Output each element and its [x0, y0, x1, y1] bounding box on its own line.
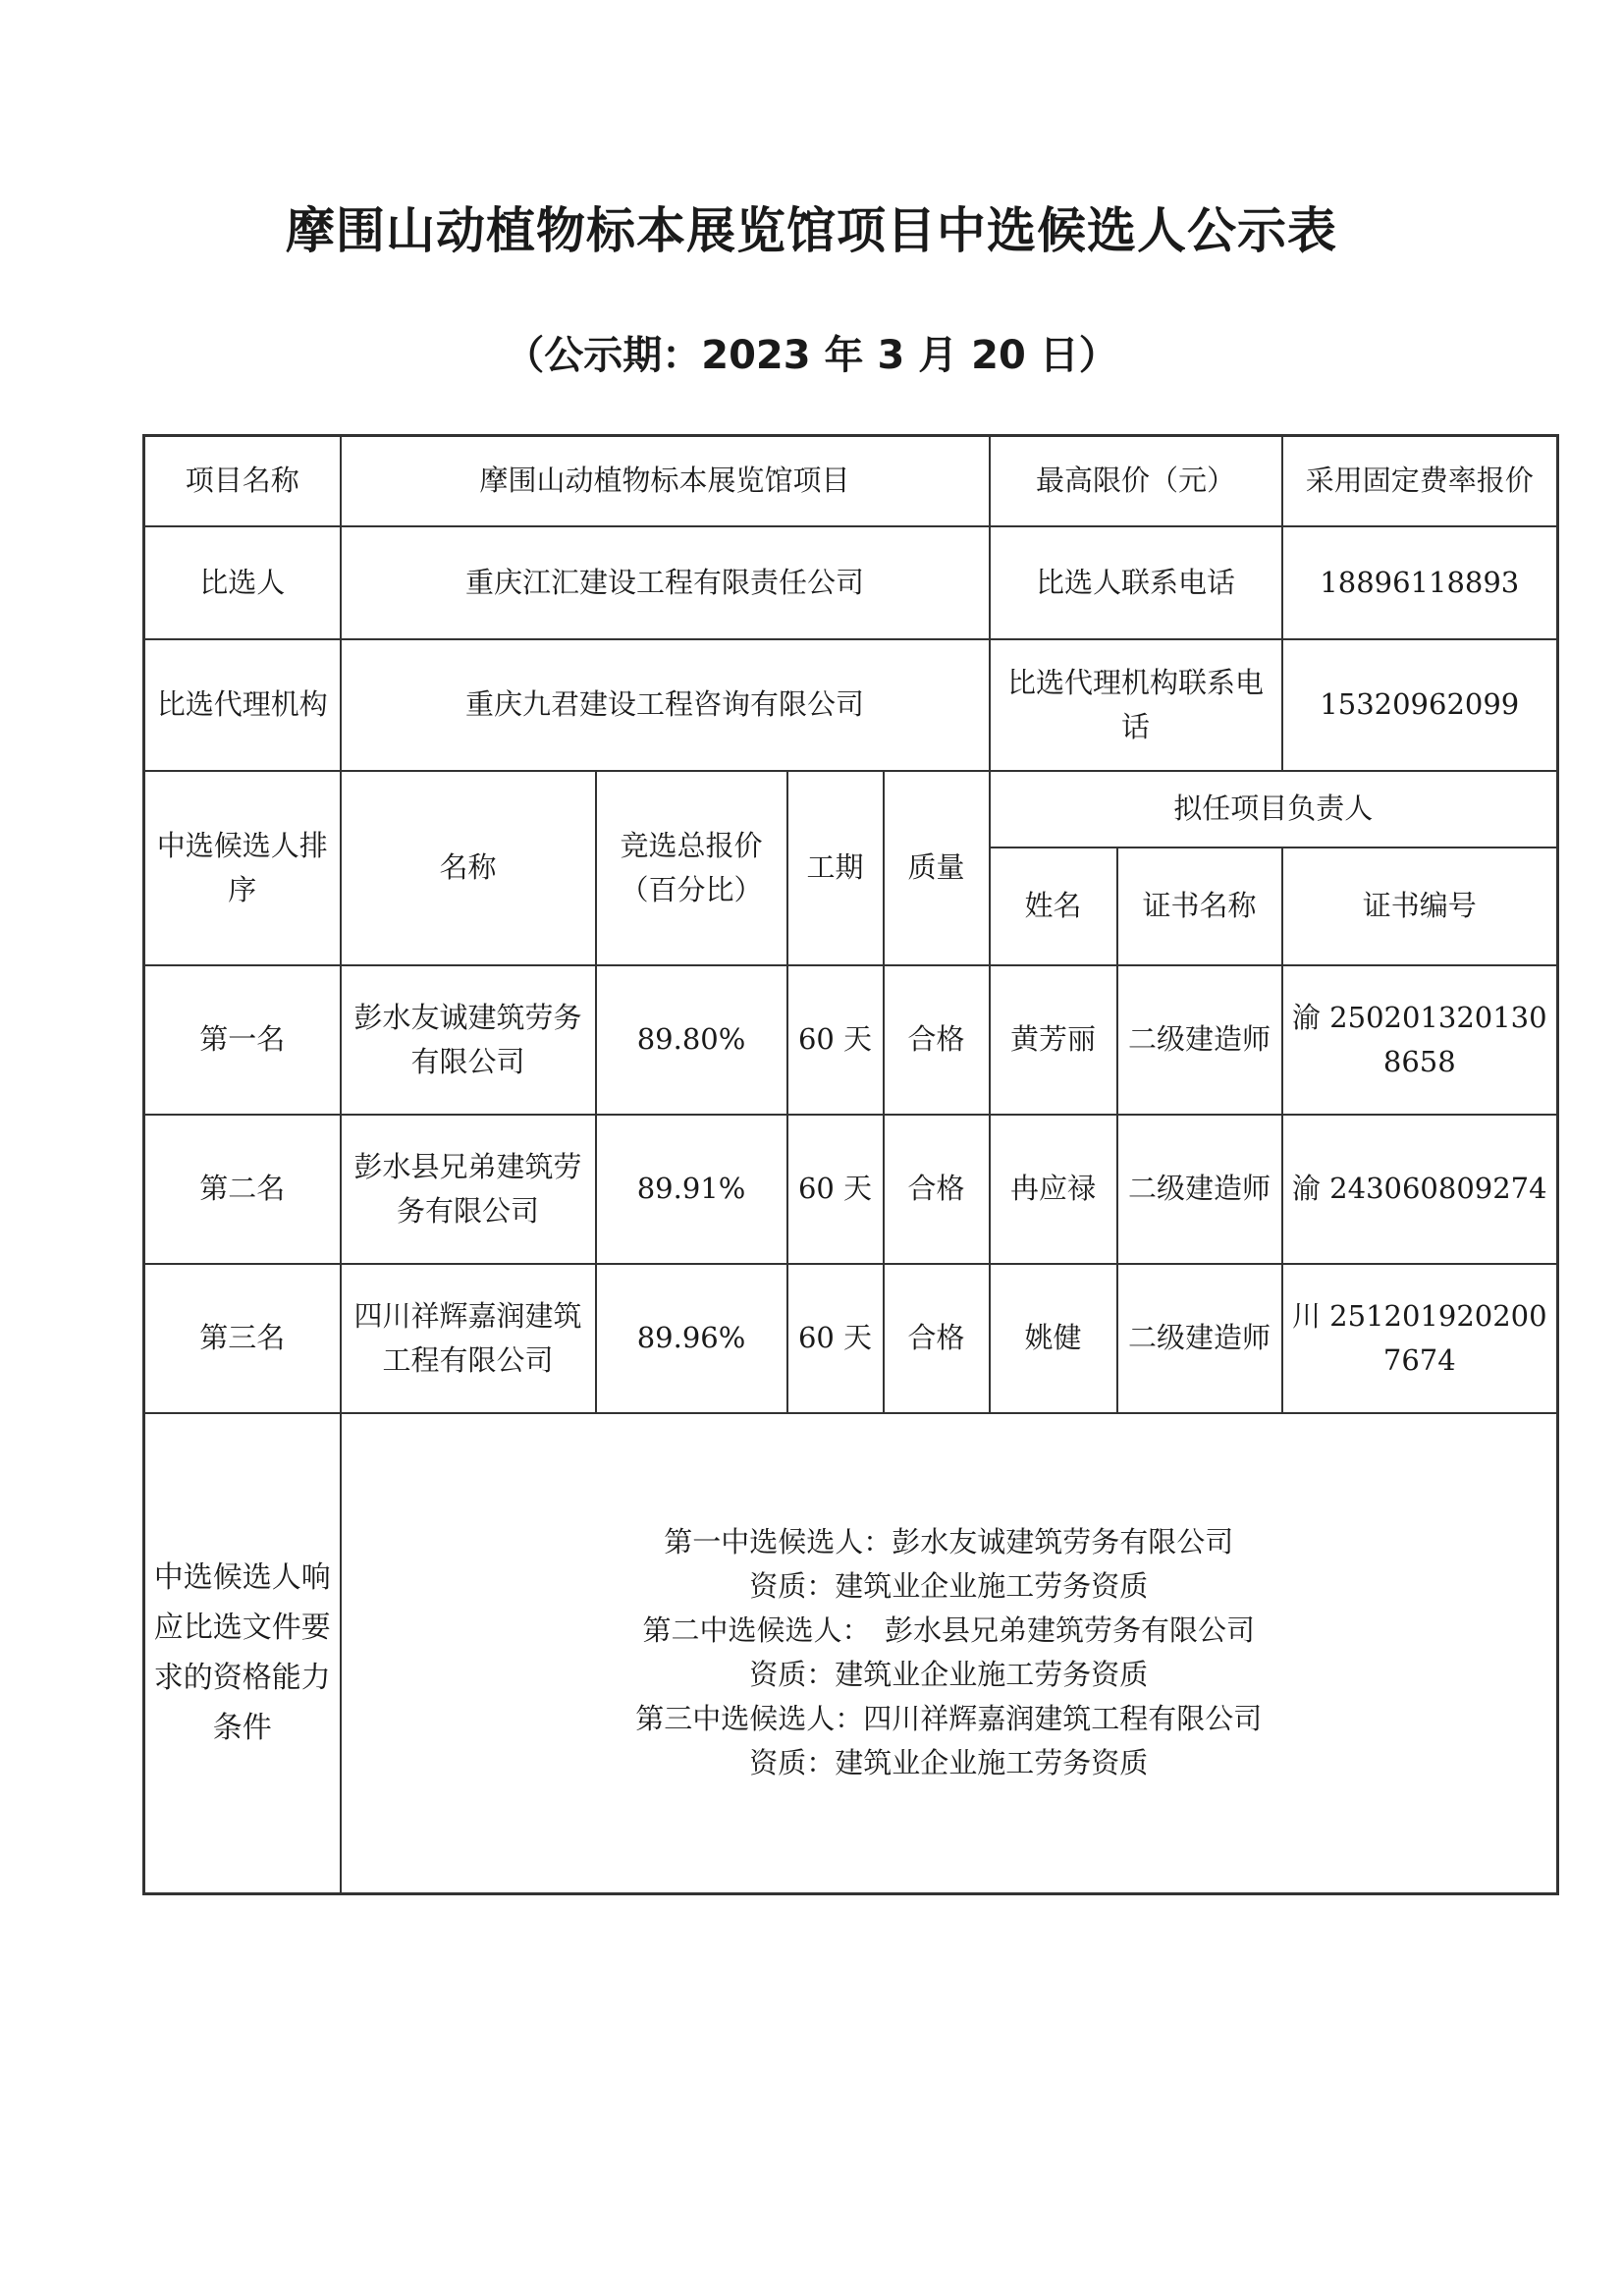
cert-no: 川 2512019202007674	[1282, 1264, 1558, 1413]
rank-header: 中选候选人排序	[144, 771, 341, 965]
candidate-rank: 第一名	[144, 965, 341, 1115]
selector-phone-label: 比选人联系电话	[990, 526, 1282, 639]
qualification-content	[341, 1413, 1558, 1894]
qualification-line-value: 四川祥辉嘉润建筑工程有限公司	[863, 1702, 1263, 1736]
project-name-label: 项目名称	[144, 436, 341, 526]
table-row	[144, 1264, 1558, 1413]
agency-value: 重庆九君建设工程咨询有限公司	[341, 639, 990, 771]
qualification-line-label: 第一中选候选人：	[664, 1525, 893, 1559]
agency-label: 比选代理机构	[144, 639, 341, 771]
cert-name: 二级建造师	[1117, 1115, 1282, 1264]
price-header: 竞选总报价（百分比）	[596, 771, 787, 965]
candidate-quality: 合格	[884, 1115, 990, 1264]
qualification-line	[350, 1653, 1549, 1697]
project-row	[144, 436, 1558, 526]
max-price-value: 采用固定费率报价	[1282, 436, 1558, 526]
selector-label: 比选人	[144, 526, 341, 639]
candidate-name: 彭水友诚建筑劳务有限公司	[341, 965, 596, 1115]
cert-name: 二级建造师	[1117, 1264, 1282, 1413]
candidate-quality: 合格	[884, 965, 990, 1115]
manager-group-header: 拟任项目负责人	[990, 771, 1558, 847]
qualification-line	[350, 1609, 1549, 1653]
qualification-line-label: 资质：	[749, 1746, 836, 1780]
candidate-period: 60 天	[787, 965, 884, 1115]
candidate-name: 彭水县兄弟建筑劳务有限公司	[341, 1115, 596, 1264]
candidate-price: 89.91%	[596, 1115, 787, 1264]
candidate-price: 89.80%	[596, 965, 787, 1115]
qualification-line-label: 第二中选候选人：	[642, 1613, 857, 1648]
qualification-line-value: 彭水县兄弟建筑劳务有限公司	[856, 1613, 1256, 1648]
project-name-value: 摩围山动植物标本展览馆项目	[341, 436, 990, 526]
candidate-rank: 第三名	[144, 1264, 341, 1413]
qualification-label: 中选候选人响应比选文件要求的资格能力条件	[144, 1413, 341, 1894]
qualification-line-label: 资质：	[749, 1569, 836, 1604]
qualification-line-label: 第三中选候选人：	[635, 1702, 864, 1736]
candidate-name-header: 名称	[341, 771, 596, 965]
manager-name: 黄芳丽	[990, 965, 1117, 1115]
agency-phone-value: 15320962099	[1282, 639, 1558, 771]
candidate-name: 四川祥辉嘉润建筑工程有限公司	[341, 1264, 596, 1413]
agency-phone-label: 比选代理机构联系电话	[990, 639, 1282, 771]
cert-no-header: 证书编号	[1282, 847, 1558, 965]
selector-value: 重庆江汇建设工程有限责任公司	[341, 526, 990, 639]
table-row	[144, 965, 1558, 1115]
period-header: 工期	[787, 771, 884, 965]
qualification-line	[350, 1741, 1549, 1785]
candidate-period: 60 天	[787, 1264, 884, 1413]
selector-phone-value: 18896118893	[1282, 526, 1558, 639]
cert-no: 渝 2502013201308658	[1282, 965, 1558, 1115]
manager-name: 姚健	[990, 1264, 1117, 1413]
qualification-line-value: 建筑业企业施工劳务资质	[835, 1746, 1149, 1780]
qualification-line	[350, 1697, 1549, 1741]
manager-name: 冉应禄	[990, 1115, 1117, 1264]
qualification-line-value: 建筑业企业施工劳务资质	[835, 1569, 1149, 1604]
manager-name-header: 姓名	[990, 847, 1117, 965]
candidate-quality: 合格	[884, 1264, 990, 1413]
cert-name: 二级建造师	[1117, 965, 1282, 1115]
qualification-line	[350, 1564, 1549, 1609]
candidate-price: 89.96%	[596, 1264, 787, 1413]
selector-row	[144, 526, 1558, 639]
qualification-line-label: 资质：	[749, 1658, 836, 1692]
cert-no: 渝 243060809274	[1282, 1115, 1558, 1264]
candidate-header-row-1	[144, 771, 1558, 847]
agency-row	[144, 639, 1558, 771]
table-row	[144, 1115, 1558, 1264]
qualification-line-value: 彭水友诚建筑劳务有限公司	[892, 1525, 1234, 1559]
quality-header: 质量	[884, 771, 990, 965]
max-price-label: 最高限价（元）	[990, 436, 1282, 526]
cert-name-header: 证书名称	[1117, 847, 1282, 965]
qualification-line	[350, 1520, 1549, 1564]
publicity-period: （公示期：2023 年 3 月 20 日）	[505, 333, 1118, 378]
qualification-line-value: 建筑业企业施工劳务资质	[835, 1658, 1149, 1692]
candidate-period: 60 天	[787, 1115, 884, 1264]
candidate-publicity-table	[142, 434, 1559, 1895]
page-title: 摩围山动植物标本展览馆项目中选候选人公示表	[286, 202, 1337, 259]
candidate-rank: 第二名	[144, 1115, 341, 1264]
qualification-row	[144, 1413, 1558, 1894]
